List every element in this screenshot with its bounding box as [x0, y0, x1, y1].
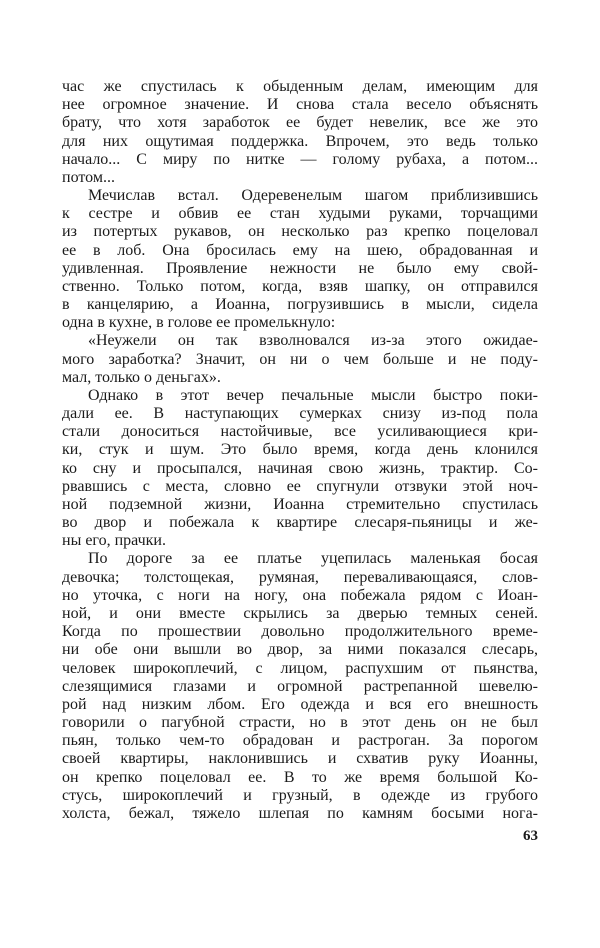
text-line: начало... С миру по нитке — голому рубаха, а потом... [62, 150, 538, 168]
text-line: брату, что хотя заработок ее будет невелик, все же это [62, 114, 538, 132]
paragraph [62, 78, 538, 187]
text-line: во двор и побежала к квартире слесаря-пьяницы и же- [62, 514, 538, 532]
text-line: но уточка, с ноги на ногу, она побежала рядом с Иоан- [62, 586, 538, 604]
book-page-text [62, 78, 538, 823]
text-line: холста, бежал, тяжело шлепая по камням босыми нога- [62, 804, 538, 822]
text-line: удивленная. Проявление нежности не было ему свой- [62, 259, 538, 277]
text-line: слезящимися глазами и огромной растрепанной шевелю- [62, 677, 538, 695]
text-line: По дороге за ее платье уцепилась маленькая босая [88, 550, 538, 568]
text-line: ко сну и просыпался, начиная свою жизнь, трактир. Со- [62, 459, 538, 477]
text-line: Однако в этот вечер печальные мысли быстро поки- [88, 386, 538, 404]
text-line: нее огромное значение. И снова стала весело объяснять [62, 96, 538, 114]
text-line: из потертых рукавов, он несколько раз крепко поцеловал [62, 223, 538, 241]
text-line: в канцелярию, а Иоанна, погрузившись в мысли, сидела [62, 296, 538, 314]
text-line: «Неужели он так взволновался из-за этого ожидае- [88, 332, 538, 350]
text-line: стусь, широкоплечий и грузный, в одежде из грубого [62, 786, 538, 804]
text-line: мого заработка? Значит, он ни о чем больше и не поду- [62, 350, 538, 368]
text-line: рвавшись с места, словно ее спугнули отзвуки этой ноч- [62, 477, 538, 495]
text-line: он крепко поцеловал ее. В то же время большой Ко- [62, 768, 538, 786]
text-line: стали доноситься настойчивые, все усиливающиеся кри- [62, 423, 538, 441]
paragraph [62, 187, 538, 332]
text-line: ни обе они вышли во двор, за ними показался слесарь, [62, 641, 538, 659]
text-line: пьян, только чем-то обрадован и растроган. За порогом [62, 732, 538, 750]
text-line: Мечислав встал. Одеревенелым шагом приблизившись [88, 187, 538, 205]
page-number: 63 [523, 828, 538, 844]
text-line: ее в лоб. Она бросилась ему на шею, обрадованная и [62, 241, 538, 259]
text-line: своей квартиры, наклонившись и схватив руку Иоанны, [62, 750, 538, 768]
paragraph [62, 332, 538, 387]
text-line: говорили о пагубной страсти, но в этот день он не был [62, 714, 538, 732]
text-line: ной подземной жизни, Иоанна стремительно спустилась [62, 495, 538, 513]
text-line: ственно. Только потом, когда, взяв шапку, он отправился [62, 277, 538, 295]
text-line: к сестре и обвив ее стан худыми руками, торчащими [62, 205, 538, 223]
paragraph [62, 387, 538, 551]
text-line: мал, только о деньгах». [62, 368, 221, 386]
text-line: ки, стук и шум. Это было время, когда день клонился [62, 441, 538, 459]
text-line: потом... [62, 168, 115, 186]
text-line: ны его, прачки. [62, 532, 166, 550]
paragraph [62, 550, 538, 823]
text-line: дали ее. В наступающих сумерках снизу из-под пола [62, 405, 538, 423]
text-line: человек широкоплечий, с лицом, распухшим от пьянства, [62, 659, 538, 677]
text-line: одна в кухне, в голове ее промелькнуло: [62, 314, 336, 332]
text-line: ной, и они вместе скрылись за дверью темных сеней. [62, 604, 538, 622]
text-line: рой над низким лбом. Его одежда и вся его внешность [62, 695, 538, 713]
text-line: для них ощутимая поддержка. Впрочем, это ведь только [62, 132, 538, 150]
text-line: девочка; толстощекая, румяная, переваливающаяся, слов- [62, 568, 538, 586]
text-line: Когда по прошествии довольно продолжительного време- [62, 623, 538, 641]
text-line: час же спустилась к обыденным делам, имеющим для [62, 78, 538, 95]
